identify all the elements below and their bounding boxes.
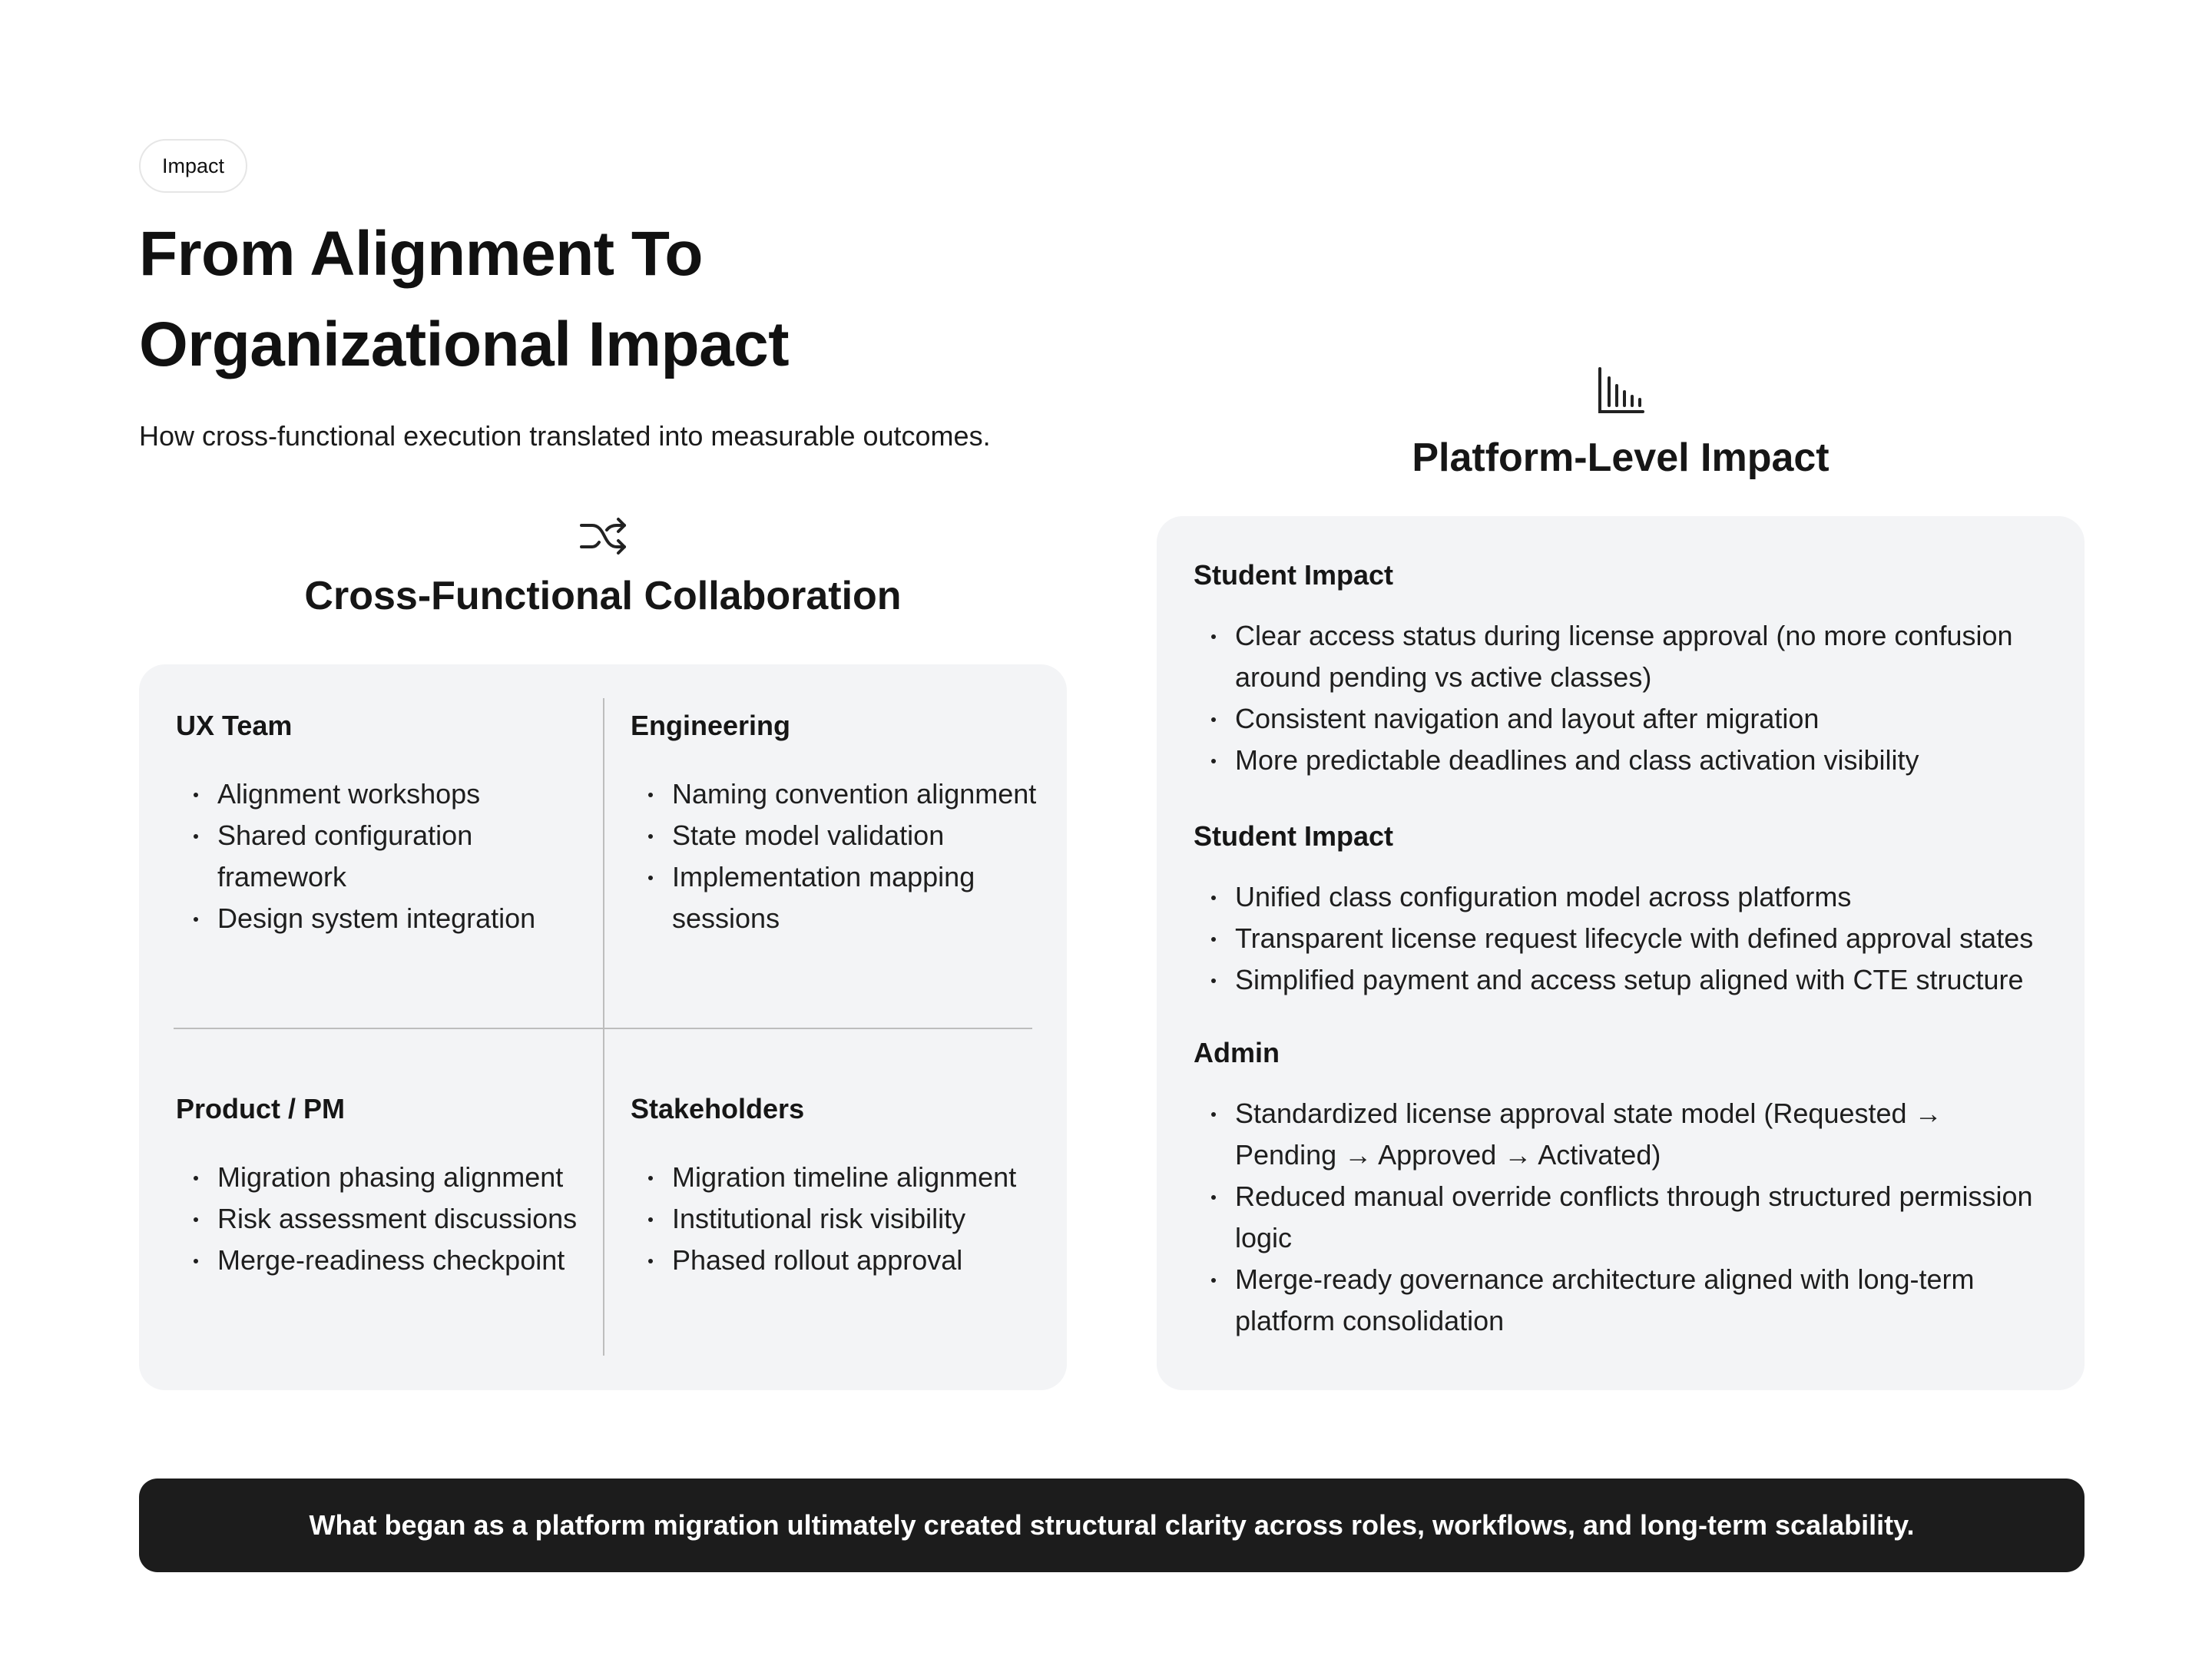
quadrant-product-pm	[176, 1092, 591, 1281]
list-item: More predictable deadlines and class activation visibility	[1194, 740, 2048, 781]
platform-impact-heading: Platform-Level Impact	[1412, 435, 1830, 480]
list-item: State model validation	[631, 815, 1045, 856]
page-subtitle: How cross-functional execution translated into measurable outcomes.	[139, 420, 991, 452]
list-item: Standardized license approval state model (Requested → Pending → Approved → Activated)	[1194, 1093, 2048, 1176]
quadrant-title: UX Team	[176, 710, 293, 741]
list-item: Reduced manual override conflicts through structured permission logic	[1194, 1176, 2048, 1259]
section-title: Student Impact	[1194, 559, 1394, 591]
list-item: Clear access status during license approval (no more confusion around pending vs active classes)	[1194, 615, 2048, 698]
summary-banner	[139, 1479, 2085, 1572]
bar-chart-icon	[1597, 367, 1644, 415]
impact-badge-label: Impact	[162, 154, 225, 177]
shuffle-icon	[578, 516, 628, 556]
list-item: Unified class configuration model across platforms	[1194, 876, 2048, 918]
quadrant-title: Stakeholders	[631, 1093, 805, 1124]
quadrant-divider-vertical	[603, 698, 604, 1356]
quadrant-divider-horizontal	[174, 1028, 1032, 1029]
list-item: Design system integration	[176, 898, 591, 939]
list-item: Merge-ready governance architecture aligned with long-term platform consolidation	[1194, 1259, 2048, 1342]
collaboration-header	[139, 516, 1067, 621]
page-title	[139, 209, 789, 390]
quadrant-list	[176, 773, 591, 939]
section-list	[1194, 1093, 2048, 1342]
impact-section-admin	[1194, 1036, 2048, 1342]
quadrant-title: Engineering	[631, 710, 791, 741]
list-item: Migration phasing alignment	[176, 1157, 591, 1198]
impact-section-student	[1194, 558, 2048, 781]
list-item: Phased rollout approval	[631, 1240, 1045, 1281]
quadrant-title: Product / PM	[176, 1093, 346, 1124]
list-item: Alignment workshops	[176, 773, 591, 815]
platform-impact-header	[1157, 367, 2085, 482]
impact-section-student-2	[1194, 820, 2048, 1001]
quadrant-list	[631, 773, 1045, 939]
quadrant-engineering	[631, 709, 1045, 939]
impact-badge	[139, 139, 247, 193]
page-title-line-1: From Alignment To	[139, 219, 703, 289]
section-title: Admin	[1194, 1037, 1280, 1068]
platform-impact-card	[1157, 516, 2085, 1390]
quadrant-list	[176, 1157, 591, 1281]
section-list	[1194, 876, 2048, 1001]
list-item: Merge-readiness checkpoint	[176, 1240, 591, 1281]
list-item: Implementation mapping sessions	[631, 856, 1045, 939]
list-item: Consistent navigation and layout after migration	[1194, 698, 2048, 740]
list-item: Simplified payment and access setup aligned with CTE structure	[1194, 959, 2048, 1001]
section-list	[1194, 615, 2048, 781]
list-item: Migration timeline alignment	[631, 1157, 1045, 1198]
collaboration-heading: Cross-Functional Collaboration	[304, 574, 902, 618]
page-title-line-2: Organizational Impact	[139, 310, 790, 379]
quadrant-stakeholders	[631, 1092, 1045, 1281]
list-item: Risk assessment discussions	[176, 1198, 591, 1240]
quadrant-ux-team	[176, 709, 591, 939]
collaboration-card	[139, 664, 1067, 1390]
summary-banner-text: What began as a platform migration ultimately created structural clarity across roles, workflows, and long-term scalability.	[309, 1509, 1915, 1541]
section-title: Student Impact	[1194, 820, 1394, 852]
list-item: Transparent license request lifecycle with defined approval states	[1194, 918, 2048, 959]
quadrant-list	[631, 1157, 1045, 1281]
list-item: Institutional risk visibility	[631, 1198, 1045, 1240]
list-item: Shared configuration framework	[176, 815, 591, 898]
list-item: Naming convention alignment	[631, 773, 1045, 815]
